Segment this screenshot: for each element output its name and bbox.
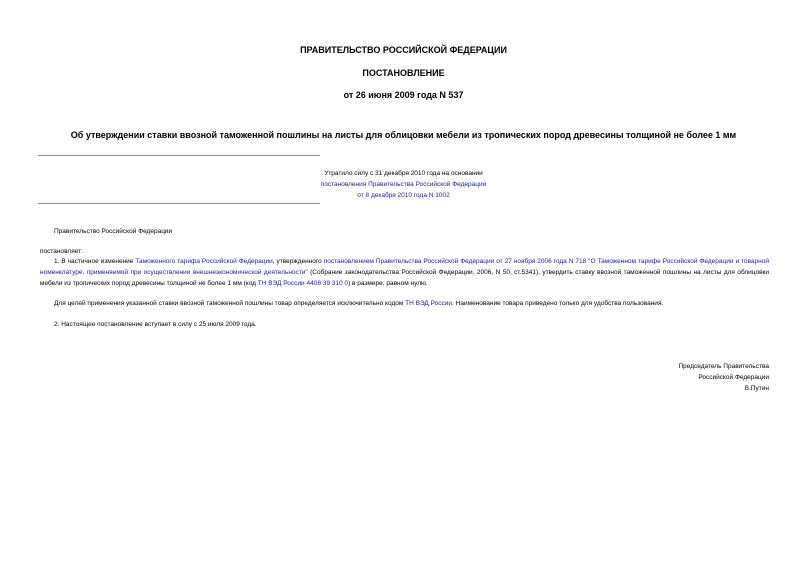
signature-block (678, 361, 769, 394)
document-type: ПОСТАНОВЛЕНИЕ (362, 68, 445, 78)
repeal-decree-link[interactable]: постановления Правительства Российской Федерации (320, 181, 487, 188)
customs-tariff-link[interactable]: Таможенного тарифа Российской Федерации (135, 258, 273, 265)
document-title: Об утверждении ставки ввозной таможенной пошлины на листы для облицовки мебели из тропических пород древесины толщиной не более 1 мм (70, 130, 737, 140)
signature-name: В.Путин (744, 385, 769, 392)
paragraph-1-text-c: (Собрание законодательства Российской Федерации, 2006, N 50, ст.5341), утвердить ставку ввозной таможенной пошлины на листы для облицовки мебели из тропических пород древесины толщиной не более 1 мм (код (40, 269, 770, 287)
paragraph-1-text-d: ) в размере, равном нулю. (348, 280, 428, 287)
paragraph-2-text-a: Для целей применения указанной ставки ввозной таможенной пошлины товар определяется исключительно кодом (54, 300, 406, 307)
tn-ved-link[interactable]: ТН ВЭД России (405, 300, 453, 307)
tn-ved-code-link[interactable]: ТН ВЭД России 4408 39 310 0 (257, 280, 349, 287)
paragraph-1-text-a: 1. В частичное изменение (54, 258, 136, 265)
repeal-notice-text: Утратило силу с 31 декабря 2010 года на основании (324, 170, 483, 177)
divider-top (38, 155, 320, 156)
paragraph-2 (40, 298, 769, 309)
divider-bottom (38, 203, 320, 204)
issuing-authority: ПРАВИТЕЛЬСТВО РОССИЙСКОЙ ФЕДЕРАЦИИ (300, 45, 507, 55)
repeal-notice (220, 168, 587, 201)
document-date-number: от 26 июня 2009 года N 537 (343, 90, 464, 100)
paragraph-2-text-b: . Наименование товара приведено только для удобства пользования. (452, 300, 664, 307)
signature-position: Председатель Правительства (678, 363, 769, 370)
government-line: Правительство Российской Федерации (54, 228, 173, 235)
signature-country: Российской Федерации (698, 374, 769, 381)
decrees-line: постановляет: (40, 248, 83, 255)
decree-718-link[interactable]: постановлением Правительства Российской Федерации от 27 ноября 2006 года N 718 "О Таможенном тарифе Российской Федерации и товарной номенклатуре, применяемой при осуществлении внешнеэкономической деятельности" (40, 258, 769, 276)
repeal-decree-date-link[interactable]: от 8 декабря 2010 года N 1002 (357, 192, 450, 199)
paragraph-1-text-b: , утвержденного (272, 258, 324, 265)
paragraph-1 (40, 256, 769, 289)
paragraph-3: 2. Настоящее постановление вступает в силу с 25 июля 2009 года. (54, 321, 257, 328)
